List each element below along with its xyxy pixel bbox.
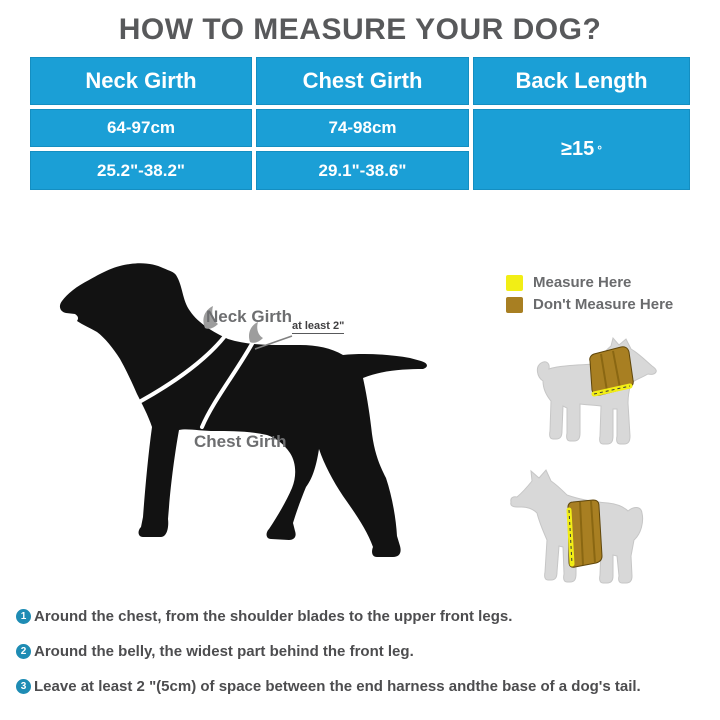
instruction-text: Around the belly, the widest part behind the front leg. <box>34 643 414 660</box>
back-length-degree: ° <box>597 142 603 157</box>
table-header-back-length: Back Length <box>473 57 690 105</box>
clearance-label: at least 2" <box>292 320 345 332</box>
instruction-text: Leave at least 2 "(5cm) of space between the end harness andthe base of a dog's tail. <box>34 678 641 695</box>
neck-girth-label: Neck Girth <box>206 307 292 326</box>
bullet-1-icon: 1 <box>16 609 31 624</box>
page-title: HOW TO MEASURE YOUR DOG? <box>118 13 602 46</box>
yellow-swatch-icon <box>506 275 523 291</box>
table-cell-chest-inch: 29.1"-38.6" <box>256 151 469 190</box>
small-dog-belly-band-illustration <box>505 468 653 588</box>
chest-girth-label: Chest Girth <box>194 432 287 451</box>
table-cell-back-length <box>473 109 690 190</box>
dog-silhouette-illustration <box>55 256 460 576</box>
back-length-value: ≥15 <box>560 138 595 160</box>
table-header-chest-girth: Chest Girth <box>256 57 469 105</box>
instruction-item <box>16 608 716 625</box>
legend-item-dont-measure <box>506 296 673 313</box>
legend-label: Measure Here <box>533 274 632 291</box>
legend-item-measure <box>506 274 673 291</box>
table-cell-neck-inch: 25.2"-38.2" <box>30 151 252 190</box>
size-table <box>30 57 690 190</box>
small-dog-neck-band-illustration <box>535 336 660 450</box>
instruction-item <box>16 643 716 660</box>
instruction-text: Around the chest, from the shoulder blades to the upper front legs. <box>34 608 513 625</box>
legend <box>506 274 673 313</box>
table-cell-chest-cm: 74-98cm <box>256 109 469 147</box>
legend-label: Don't Measure Here <box>533 296 674 313</box>
table-cell-neck-cm: 64-97cm <box>30 109 252 147</box>
brown-swatch-icon <box>506 297 523 313</box>
bullet-2-icon: 2 <box>16 644 31 659</box>
table-header-neck-girth: Neck Girth <box>30 57 252 105</box>
instruction-item <box>16 678 716 695</box>
bullet-3-icon: 3 <box>16 679 31 694</box>
